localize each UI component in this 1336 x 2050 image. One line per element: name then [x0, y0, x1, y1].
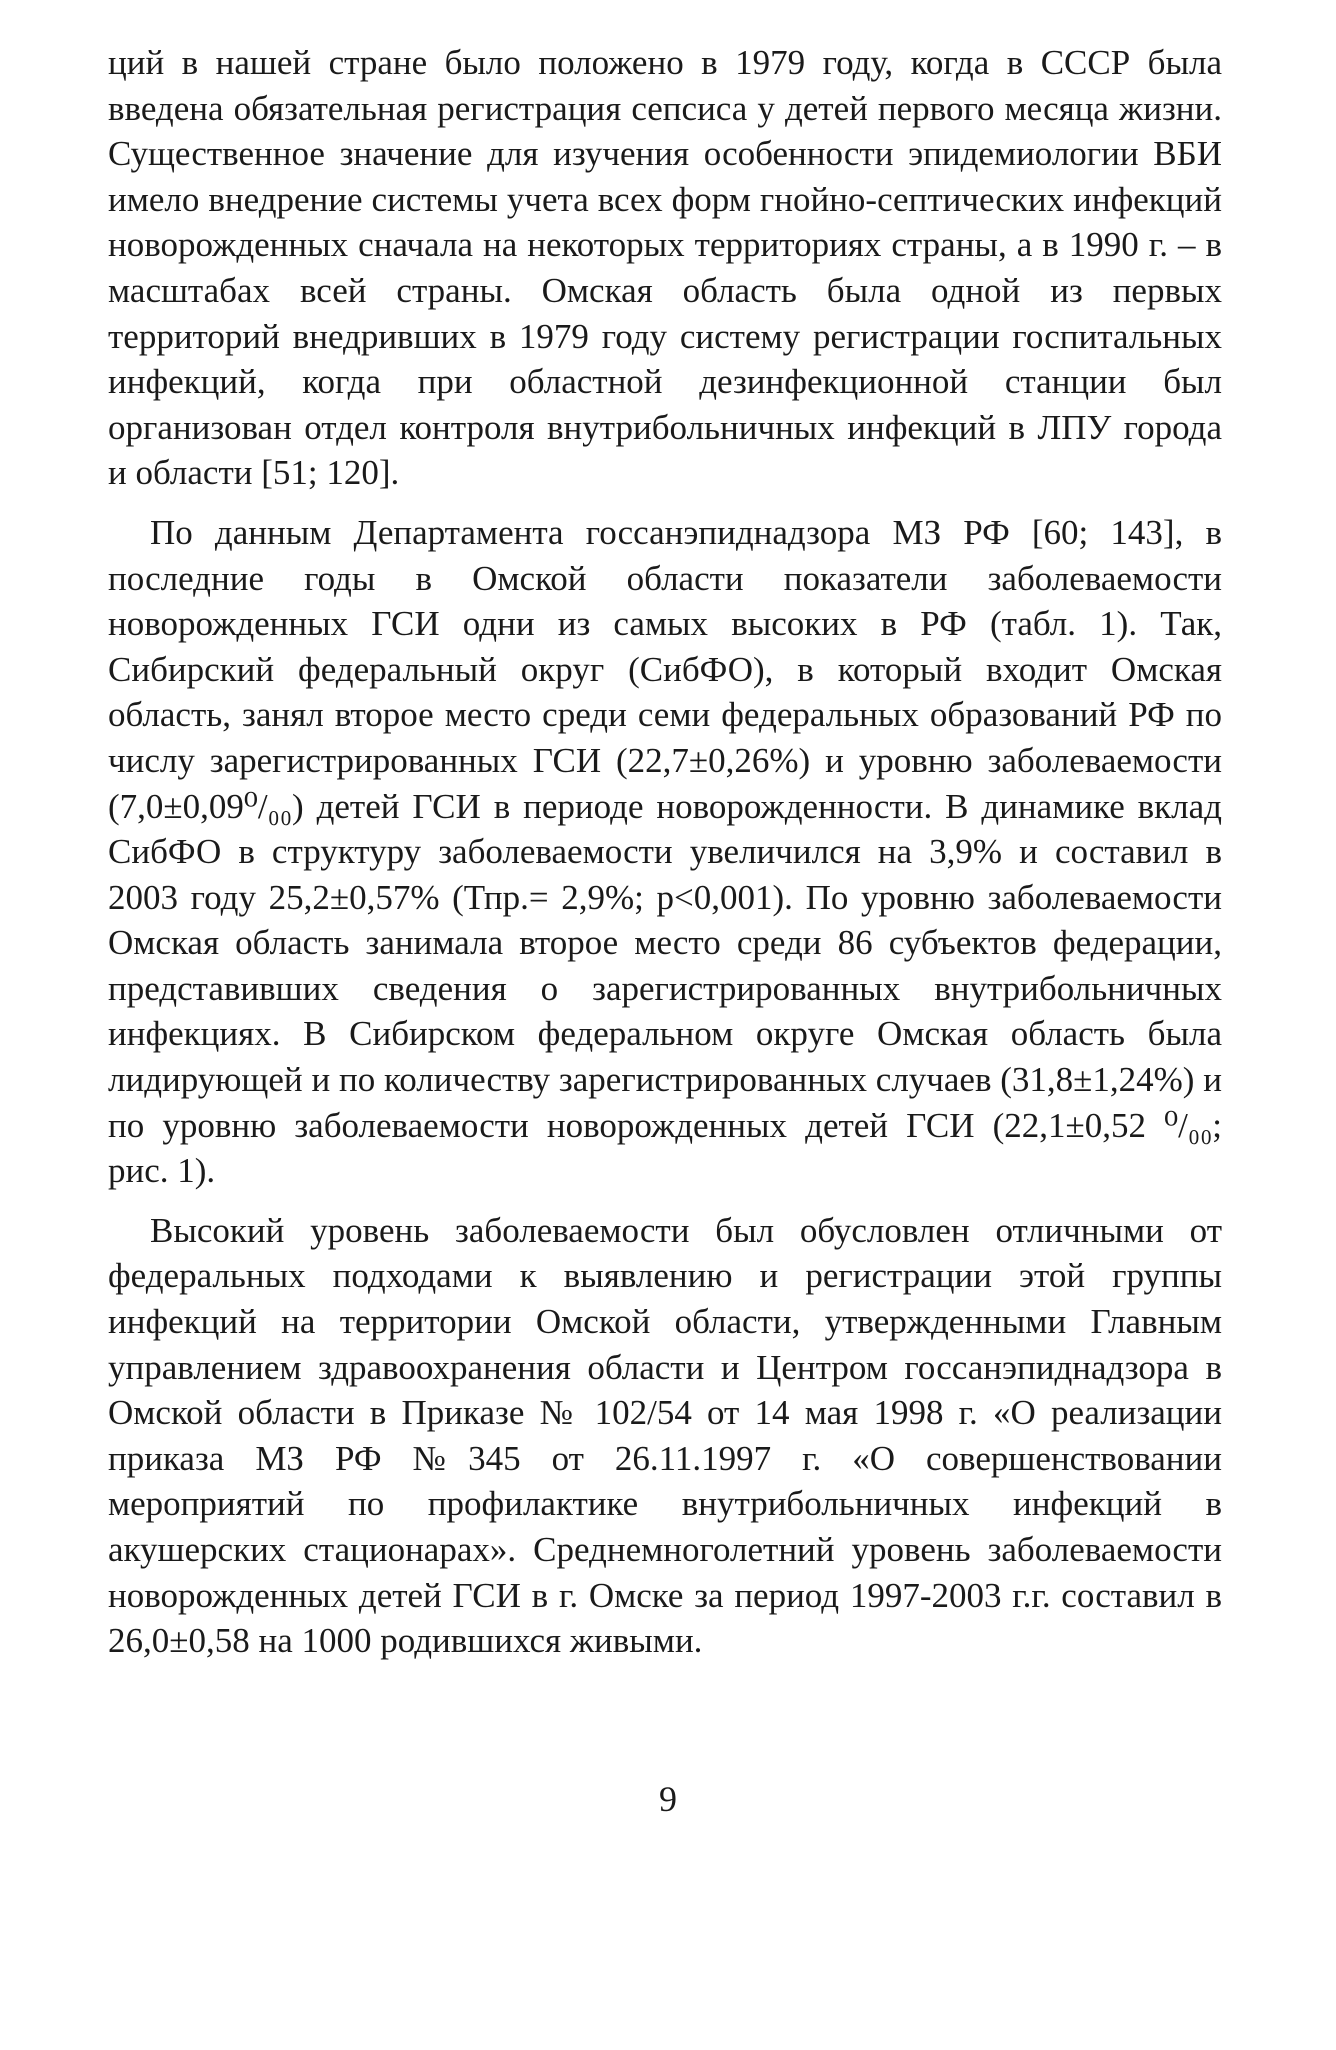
- page-number: 9: [659, 1779, 677, 1819]
- paragraph-2: По данным Департамента госсанэпиднадзора МЗ РФ [60; 143], в последние годы в Омской области показатели заболеваемости новорожденных ГСИ одни из самых высоких в РФ (табл. 1). Так, Сибирский федеральный округ (СибФО), в который входит Омская область, занял второе место среди семи федеральных образований РФ по числу зарегистрированных ГСИ (22,7±0,26%) и уровню заболеваемости (7,0±0,09⁰/₀₀) детей ГСИ в периоде новорожденности. В динамике вклад СибФО в структуру заболеваемости увеличился на 3,9% и составил в 2003 году 25,2±0,57% (Тпр.= 2,9%; р<0,001). По уровню заболеваемости Омская область занимала второе место среди 86 субъектов федерации, представивших сведения о зарегистрированных внутрибольничных инфекциях. В Сибирском федеральном округе Омская область была лидирующей и по количеству зарегистрированных случаев (31,8±1,24%) и по уровню заболеваемости новорожденных детей ГСИ (22,1±0,52 ⁰/₀₀; рис. 1).: [108, 512, 1222, 1191]
- paragraph-1: ций в нашей стране было положено в 1979 году, когда в СССР была введена обязательная регистрация сепсиса у детей первого месяца жизни. Существенное значение для изучения особенности эпидемиологии ВБИ имело внедрение системы учета всех форм гнойно-септических инфекций новорожденных сначала на некоторых территориях страны, а в 1990 г. – в масштабах всей страны. Омская область была одной из первых территорий внедривших в 1979 году систему регистрации госпитальных инфекций, когда при областной дезинфекционной станции был организован отдел контроля внутрибольничных инфекций в ЛПУ города и области [51; 120].: [108, 43, 1222, 493]
- document-body: [108, 40, 1222, 1678]
- paragraph-3: Высокий уровень заболеваемости был обусловлен отличными от федеральных подходами к выявлению и регистрации этой группы инфекций на территории Омской области, утвержденными Главным управлением здравоохранения области и Центром госсанэпиднадзора в Омской области в Приказе № 102/54 от 14 мая 1998 г. «О реализации приказа МЗ РФ №345 от 26.11.1997 г. «О совершенствовании мероприятий по профилактике внутрибольничных инфекций в акушерских стационарах». Среднемноголетний уровень заболеваемости новорожденных детей ГСИ в г. Омске за период 1997-2003 г.г. составил в 26,0±0,58 на 1000 родившихся живыми.: [108, 1210, 1222, 1661]
